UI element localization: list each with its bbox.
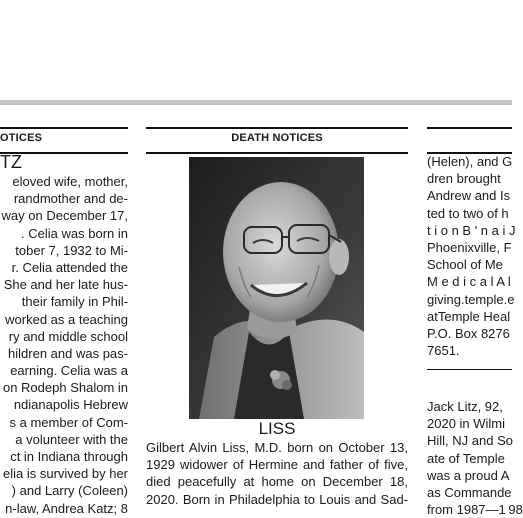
- text-line: Andrew and Is: [427, 188, 511, 204]
- left-column-header-text: OTICES: [0, 132, 43, 144]
- middle-column-header-text: DEATH NOTICES: [231, 132, 323, 144]
- middle-obituary-text: [146, 439, 408, 508]
- left-obituary-name: TZ: [0, 152, 22, 172]
- text-line: way on December 17,: [1, 208, 128, 224]
- text-line: from 1987—1 98: [427, 502, 523, 518]
- text-line: eloved wife, mother,: [12, 174, 128, 189]
- text-line: elia is survived by her: [3, 466, 128, 482]
- text-line: a volunteer with the: [15, 431, 128, 447]
- text-line: as Commande: [427, 484, 512, 500]
- text-line: r. Celia attended the: [11, 259, 128, 275]
- text-line: s a member of Com-: [9, 414, 128, 430]
- text-line: She and her late hus-: [3, 277, 128, 293]
- obituary-name: LISS: [258, 419, 296, 438]
- text-line: was a proud A: [427, 467, 510, 483]
- text-line: worked as a teaching: [5, 311, 128, 327]
- section-divider: [427, 369, 512, 370]
- text-line: dren brought: [427, 171, 501, 187]
- text-line: ) and Larry (Coleen): [11, 483, 128, 499]
- text-line: n-law, Andrea Katz; 8: [5, 500, 128, 516]
- text-line: Jack Litz, 92,: [427, 399, 503, 414]
- text-line: School of Me: [427, 257, 503, 273]
- text-line: tober 7, 1932 to Mi-: [15, 242, 128, 258]
- right-obituary-text-bottom: [427, 398, 523, 518]
- text-line: t i o n B ' n a i J: [427, 222, 516, 238]
- text-line: (Helen), and G: [427, 154, 513, 169]
- text-line: 2020 in Wilmi: [427, 416, 506, 432]
- right-column-header: [427, 127, 512, 154]
- text-line: P.O. Box 8276: [427, 325, 510, 341]
- text-line: atTemple Heal: [427, 308, 511, 324]
- text-line: Phoenixville, F: [427, 239, 512, 255]
- text-line: 7651.: [427, 343, 460, 359]
- text-line: giving.temple.e: [427, 291, 515, 307]
- text-line: 1929 widower of Hermine and father of five,: [146, 457, 408, 473]
- text-line: ted to two of h: [427, 205, 509, 221]
- middle-column: [146, 127, 408, 154]
- text-line: ry and middle school: [8, 328, 128, 344]
- middle-column-header: [146, 127, 408, 154]
- top-divider: [0, 100, 512, 105]
- text-line: died peacefully at home on December 18,: [146, 474, 408, 490]
- text-line: M e d i c a l A l: [427, 274, 511, 290]
- text-line: . Celia was born in: [21, 225, 128, 241]
- left-obituary-text: [0, 173, 128, 517]
- text-line: earning. Celia was a: [10, 363, 128, 379]
- portrait-photo: [189, 157, 364, 419]
- right-obituary-text-top: [427, 153, 516, 359]
- left-column: [0, 127, 128, 154]
- left-column-header: [0, 127, 128, 154]
- text-line: ndianapolis Hebrew: [13, 397, 128, 413]
- text-line: 2020. Born in Philadelphia to Louis and Sad-: [146, 491, 408, 507]
- text-line: on Rodeph Shalom in: [2, 380, 128, 396]
- text-line: hildren and was pas-: [8, 345, 128, 361]
- text-line: ct in Indiana through: [10, 449, 128, 464]
- text-line: ate of Temple: [427, 450, 505, 466]
- right-column: [427, 127, 512, 154]
- text-line: their family in Phil-: [21, 294, 128, 310]
- text-line: randmother and de-: [13, 191, 128, 207]
- text-line: Gilbert Alvin Liss, M.D. born on October 13,: [146, 440, 408, 455]
- text-line: Hill, NJ and So: [427, 433, 513, 449]
